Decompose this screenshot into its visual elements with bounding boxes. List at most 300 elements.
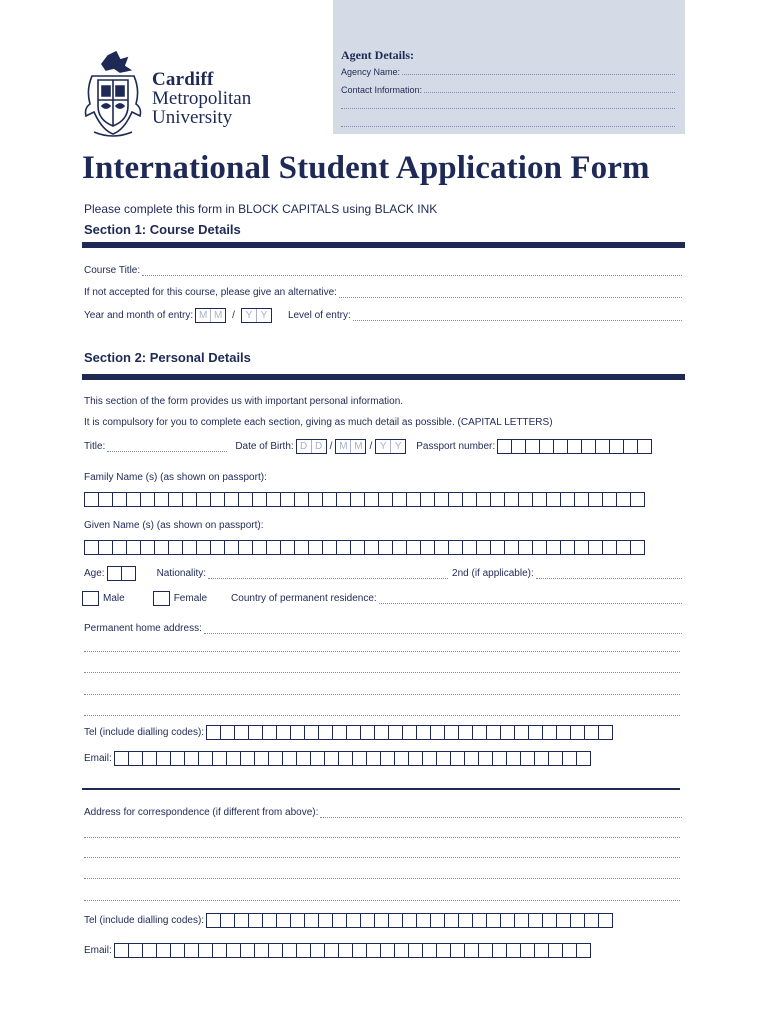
char-box[interactable] [112, 540, 127, 555]
char-box[interactable] [623, 439, 638, 454]
entry-month-input[interactable]: M M [195, 308, 226, 323]
char-box[interactable] [478, 943, 493, 958]
char-box[interactable] [350, 540, 365, 555]
char-box[interactable] [248, 913, 263, 928]
char-box[interactable] [472, 725, 487, 740]
passport-number-label: Passport number: [416, 441, 496, 452]
char-box[interactable] [210, 492, 225, 507]
given-name-row [84, 540, 645, 555]
char-box[interactable] [430, 913, 445, 928]
char-box[interactable] [234, 725, 249, 740]
char-box[interactable] [282, 943, 297, 958]
country-residence-input[interactable] [379, 594, 682, 604]
char-box[interactable] [506, 751, 521, 766]
female-label: Female [173, 593, 208, 604]
correspondence-line-3[interactable] [84, 857, 680, 858]
char-box[interactable] [350, 492, 365, 507]
char-box[interactable] [206, 725, 221, 740]
correspondence-line-4[interactable] [84, 878, 680, 879]
char-box[interactable] [156, 751, 171, 766]
email2-row [84, 943, 591, 958]
age-label: Age: [84, 568, 105, 579]
char-box[interactable] [154, 492, 169, 507]
char-box[interactable] [112, 492, 127, 507]
char-box[interactable] [346, 725, 361, 740]
char-box[interactable] [206, 913, 221, 928]
char-box[interactable] [308, 540, 323, 555]
char-box[interactable] [462, 540, 477, 555]
char-box[interactable] [450, 751, 465, 766]
section-1-heading: Section 1: Course Details [84, 222, 241, 237]
char-box[interactable] [140, 540, 155, 555]
char-box[interactable] [500, 913, 515, 928]
char-box[interactable] [156, 943, 171, 958]
tel-boxes[interactable] [206, 725, 613, 740]
char-box[interactable] [511, 439, 526, 454]
correspondence-line-5[interactable] [84, 900, 680, 901]
tel2-label: Tel (include dialling codes): [84, 915, 205, 926]
char-box[interactable] [492, 751, 507, 766]
char-box[interactable] [282, 751, 297, 766]
char-box[interactable] [240, 943, 255, 958]
char-box[interactable] [504, 540, 519, 555]
char-box[interactable] [520, 943, 535, 958]
char-box[interactable] [434, 540, 449, 555]
char-box[interactable] [532, 492, 547, 507]
nationality-input[interactable] [208, 569, 448, 579]
char-box[interactable] [220, 725, 235, 740]
home-address-field[interactable] [84, 623, 682, 634]
char-box[interactable] [196, 540, 211, 555]
char-box[interactable] [224, 492, 239, 507]
email-label: Email: [84, 753, 112, 764]
char-box[interactable] [388, 725, 403, 740]
char-box[interactable] [332, 725, 347, 740]
char-box[interactable] [98, 540, 113, 555]
char-box[interactable] [378, 492, 393, 507]
char-box[interactable] [336, 540, 351, 555]
char-box[interactable] [534, 943, 549, 958]
char-box[interactable] [254, 751, 269, 766]
char-box[interactable] [142, 943, 157, 958]
title-input[interactable] [107, 442, 227, 452]
char-box[interactable] [126, 492, 141, 507]
char-box[interactable] [352, 943, 367, 958]
home-address-label: Permanent home address: [84, 623, 202, 634]
correspondence-address-field[interactable] [84, 807, 682, 818]
char-box[interactable] [212, 943, 227, 958]
char-box[interactable] [98, 492, 113, 507]
char-box[interactable] [514, 913, 529, 928]
char-box[interactable] [444, 913, 459, 928]
char-box[interactable] [107, 566, 122, 581]
char-box[interactable] [374, 913, 389, 928]
char-box[interactable] [562, 943, 577, 958]
char-box[interactable] [126, 540, 141, 555]
home-address-line-5[interactable] [84, 715, 680, 716]
char-box[interactable] [532, 540, 547, 555]
char-box[interactable] [422, 751, 437, 766]
char-box[interactable] [570, 913, 585, 928]
char-box[interactable] [294, 540, 309, 555]
char-box[interactable] [252, 540, 267, 555]
char-box[interactable] [374, 725, 389, 740]
char-box[interactable] [534, 751, 549, 766]
char-box[interactable] [296, 943, 311, 958]
char-box[interactable] [430, 725, 445, 740]
second-nationality-label: 2nd (if applicable): [452, 568, 534, 579]
family-name-boxes[interactable] [84, 492, 645, 507]
logo-line-3: University [152, 107, 233, 128]
char-box[interactable] [378, 540, 393, 555]
dob-year-input[interactable]: Y Y [375, 439, 406, 454]
given-name-boxes[interactable] [84, 540, 645, 555]
char-box[interactable] [476, 492, 491, 507]
char-box[interactable] [520, 751, 535, 766]
char-box[interactable] [142, 751, 157, 766]
section-2-intro-2: It is compulsory for you to complete each section, giving as much detail as possible. (CAPITAL LETTERS) [84, 417, 553, 428]
char-box[interactable] [338, 751, 353, 766]
char-box[interactable] [500, 725, 515, 740]
given-name-label: Given Name (s) (as shown on passport): [84, 520, 264, 531]
char-box[interactable] [248, 725, 263, 740]
char-box[interactable] [464, 751, 479, 766]
char-box[interactable] [240, 751, 255, 766]
char-box[interactable] [168, 540, 183, 555]
char-box[interactable] [560, 540, 575, 555]
char-box[interactable] [598, 725, 613, 740]
char-box[interactable] [546, 540, 561, 555]
char-box[interactable] [394, 943, 409, 958]
char-box[interactable] [448, 540, 463, 555]
char-box[interactable] [486, 913, 501, 928]
char-box[interactable] [576, 751, 591, 766]
char-box[interactable] [121, 566, 136, 581]
tel2-boxes[interactable] [206, 913, 613, 928]
family-name-label: Family Name (s) (as shown on passport): [84, 472, 267, 483]
char-box[interactable] [420, 540, 435, 555]
male-label: Male [103, 593, 125, 604]
char-box[interactable] [486, 725, 501, 740]
char-box[interactable] [360, 725, 375, 740]
char-box[interactable] [556, 913, 571, 928]
char-box[interactable] [310, 943, 325, 958]
char-box[interactable] [262, 913, 277, 928]
char-box[interactable] [336, 492, 351, 507]
char-box[interactable] [212, 751, 227, 766]
char-box[interactable] [525, 439, 540, 454]
char-box[interactable] [458, 913, 473, 928]
char-box[interactable] [436, 943, 451, 958]
char-box[interactable] [140, 492, 155, 507]
char-box[interactable] [416, 913, 431, 928]
char-box[interactable] [637, 439, 652, 454]
char-box[interactable] [322, 492, 337, 507]
char-box[interactable] [226, 943, 241, 958]
char-box[interactable] [308, 492, 323, 507]
dob-slash-2: / [369, 441, 373, 452]
char-box[interactable] [490, 492, 505, 507]
dob-slash-1: / [329, 441, 333, 452]
char-box[interactable] [252, 492, 267, 507]
tel-label: Tel (include dialling codes): [84, 727, 205, 738]
char-box[interactable] [224, 540, 239, 555]
passport-number-boxes[interactable] [497, 439, 652, 454]
char-box[interactable] [262, 725, 277, 740]
agency-name-field[interactable] [341, 66, 675, 77]
char-box[interactable] [504, 492, 519, 507]
female-checkbox[interactable] [153, 591, 170, 606]
char-box[interactable] [220, 913, 235, 928]
char-box[interactable] [567, 439, 582, 454]
char-box[interactable] [352, 751, 367, 766]
char-box[interactable] [184, 943, 199, 958]
char-box[interactable] [276, 725, 291, 740]
char-box[interactable] [114, 751, 129, 766]
char-box[interactable] [497, 439, 512, 454]
char-box[interactable] [598, 913, 613, 928]
char-box[interactable] [332, 913, 347, 928]
char-box[interactable] [392, 492, 407, 507]
char-box[interactable] [196, 492, 211, 507]
char-box[interactable] [616, 540, 631, 555]
char-box[interactable] [234, 913, 249, 928]
level-of-entry-input[interactable] [353, 311, 682, 321]
char-box[interactable] [609, 439, 624, 454]
section-2-heading: Section 2: Personal Details [84, 350, 251, 365]
contact-line-2[interactable] [341, 108, 675, 109]
char-box[interactable] [506, 943, 521, 958]
char-box[interactable] [560, 492, 575, 507]
char-box[interactable] [602, 540, 617, 555]
correspondence-address-label: Address for correspondence (if different from above): [84, 807, 319, 818]
tel-row [84, 725, 613, 740]
char-box[interactable] [464, 943, 479, 958]
char-box[interactable] [268, 943, 283, 958]
logo-line-2: Metropolitan [152, 88, 252, 109]
char-box[interactable] [408, 943, 423, 958]
char-box[interactable] [360, 913, 375, 928]
char-box[interactable] [574, 540, 589, 555]
char-box[interactable] [434, 492, 449, 507]
char-box[interactable] [562, 751, 577, 766]
char-box[interactable] [318, 725, 333, 740]
email2-label: Email: [84, 945, 112, 956]
char-box[interactable] [542, 725, 557, 740]
nationality-label: Nationality: [156, 568, 207, 579]
level-of-entry-label: Level of entry: [287, 310, 351, 321]
char-box[interactable] [581, 439, 596, 454]
dob-label: Date of Birth: [235, 441, 294, 452]
char-box[interactable] [388, 913, 403, 928]
instruction-text: Please complete this form in BLOCK CAPITALS using BLACK INK [84, 202, 438, 216]
char-box[interactable] [364, 492, 379, 507]
char-box[interactable] [514, 725, 529, 740]
char-box[interactable] [476, 540, 491, 555]
char-box[interactable] [548, 943, 563, 958]
gender-country-row [84, 591, 682, 606]
char-box[interactable] [380, 751, 395, 766]
char-box[interactable] [478, 751, 493, 766]
char-box[interactable] [322, 540, 337, 555]
correspondence-line-2[interactable] [84, 837, 680, 838]
char-box[interactable] [238, 540, 253, 555]
char-box[interactable] [170, 751, 185, 766]
char-box[interactable] [518, 540, 533, 555]
char-box[interactable] [576, 943, 591, 958]
agent-details-box [333, 0, 685, 134]
char-box[interactable] [128, 943, 143, 958]
char-box[interactable] [574, 492, 589, 507]
char-box[interactable] [364, 540, 379, 555]
char-box[interactable] [304, 725, 319, 740]
char-box[interactable] [528, 913, 543, 928]
char-box[interactable] [170, 943, 185, 958]
char-box[interactable] [290, 913, 305, 928]
char-box[interactable] [168, 492, 183, 507]
course-title-field[interactable] [84, 265, 682, 276]
section-1-rule [82, 242, 685, 248]
char-box[interactable] [324, 943, 339, 958]
char-box[interactable] [422, 943, 437, 958]
contact-line-3[interactable] [341, 126, 675, 127]
male-checkbox[interactable] [82, 591, 99, 606]
correspondence-divider [82, 788, 680, 790]
alternative-course-field[interactable] [84, 287, 682, 298]
home-address-line-4[interactable] [84, 694, 680, 695]
char-box[interactable] [492, 943, 507, 958]
char-box[interactable] [266, 540, 281, 555]
char-box[interactable] [128, 751, 143, 766]
char-box[interactable] [570, 725, 585, 740]
char-box[interactable] [602, 492, 617, 507]
home-address-line-3[interactable] [84, 672, 680, 673]
char-box[interactable] [276, 913, 291, 928]
year-month-entry-label: Year and month of entry: [84, 310, 194, 321]
char-box[interactable] [542, 913, 557, 928]
char-box[interactable] [588, 540, 603, 555]
char-box[interactable] [416, 725, 431, 740]
char-box[interactable] [546, 492, 561, 507]
university-logo [80, 50, 270, 140]
char-box[interactable] [380, 943, 395, 958]
char-box[interactable] [548, 751, 563, 766]
char-box[interactable] [616, 492, 631, 507]
char-box[interactable] [588, 492, 603, 507]
char-box[interactable] [392, 540, 407, 555]
char-box[interactable] [528, 725, 543, 740]
char-box[interactable] [406, 540, 421, 555]
char-box[interactable] [324, 751, 339, 766]
char-box[interactable] [280, 492, 295, 507]
home-address-line-2[interactable] [84, 651, 680, 652]
char-box[interactable] [630, 492, 645, 507]
page-title: International Student Application Form [82, 150, 650, 186]
char-box[interactable] [366, 943, 381, 958]
dob-month-input[interactable]: M M [335, 439, 366, 454]
dob-day-input[interactable]: D D [296, 439, 327, 454]
char-box[interactable] [406, 492, 421, 507]
section-2-rule [82, 374, 685, 380]
char-box[interactable] [268, 751, 283, 766]
char-box[interactable] [254, 943, 269, 958]
char-box[interactable] [458, 725, 473, 740]
char-box[interactable] [366, 751, 381, 766]
char-box[interactable] [280, 540, 295, 555]
agent-details-title: Agent Details: [341, 48, 414, 62]
char-box[interactable] [595, 439, 610, 454]
tel2-row [84, 913, 613, 928]
title-label: Title: [84, 441, 106, 452]
char-box[interactable] [84, 540, 99, 555]
email2-boxes[interactable] [114, 943, 591, 958]
country-residence-label: Country of permanent residence: [231, 593, 377, 604]
section-2-intro-1: This section of the form provides us with important personal information. [84, 396, 404, 407]
char-box[interactable] [448, 492, 463, 507]
char-box[interactable] [338, 943, 353, 958]
title-dob-passport-row [84, 439, 652, 454]
char-box[interactable] [450, 943, 465, 958]
contact-information-label: Contact Information: [341, 85, 423, 95]
age-boxes[interactable] [107, 566, 136, 581]
char-box[interactable] [294, 492, 309, 507]
alternative-course-label: If not accepted for this course, please give an alternative: [84, 287, 337, 298]
char-box[interactable] [553, 439, 568, 454]
char-box[interactable] [408, 751, 423, 766]
char-box[interactable] [630, 540, 645, 555]
contact-information-field[interactable] [341, 84, 675, 95]
char-box[interactable] [290, 725, 305, 740]
char-box[interactable] [198, 943, 213, 958]
char-box[interactable] [584, 913, 599, 928]
char-box[interactable] [210, 540, 225, 555]
char-box[interactable] [304, 913, 319, 928]
char-box[interactable] [462, 492, 477, 507]
char-box[interactable] [584, 725, 599, 740]
char-box[interactable] [238, 492, 253, 507]
char-box[interactable] [539, 439, 554, 454]
char-box[interactable] [296, 751, 311, 766]
char-box[interactable] [198, 751, 213, 766]
char-box[interactable] [436, 751, 451, 766]
char-box[interactable] [226, 751, 241, 766]
char-box[interactable] [472, 913, 487, 928]
char-box[interactable] [182, 492, 197, 507]
char-box[interactable] [402, 913, 417, 928]
char-box[interactable] [114, 943, 129, 958]
char-box[interactable] [490, 540, 505, 555]
char-box[interactable] [402, 725, 417, 740]
char-box[interactable] [394, 751, 409, 766]
char-box[interactable] [518, 492, 533, 507]
char-box[interactable] [444, 725, 459, 740]
second-nationality-input[interactable] [536, 569, 682, 579]
char-box[interactable] [266, 492, 281, 507]
char-box[interactable] [184, 751, 199, 766]
university-name [152, 70, 251, 127]
char-box[interactable] [346, 913, 361, 928]
char-box[interactable] [310, 751, 325, 766]
char-box[interactable] [420, 492, 435, 507]
char-box[interactable] [318, 913, 333, 928]
email-boxes[interactable] [114, 751, 591, 766]
entry-year-input[interactable]: Y Y [241, 308, 272, 323]
char-box[interactable] [84, 492, 99, 507]
char-box[interactable] [154, 540, 169, 555]
char-box[interactable] [182, 540, 197, 555]
age-nationality-row [84, 566, 682, 581]
char-box[interactable] [556, 725, 571, 740]
